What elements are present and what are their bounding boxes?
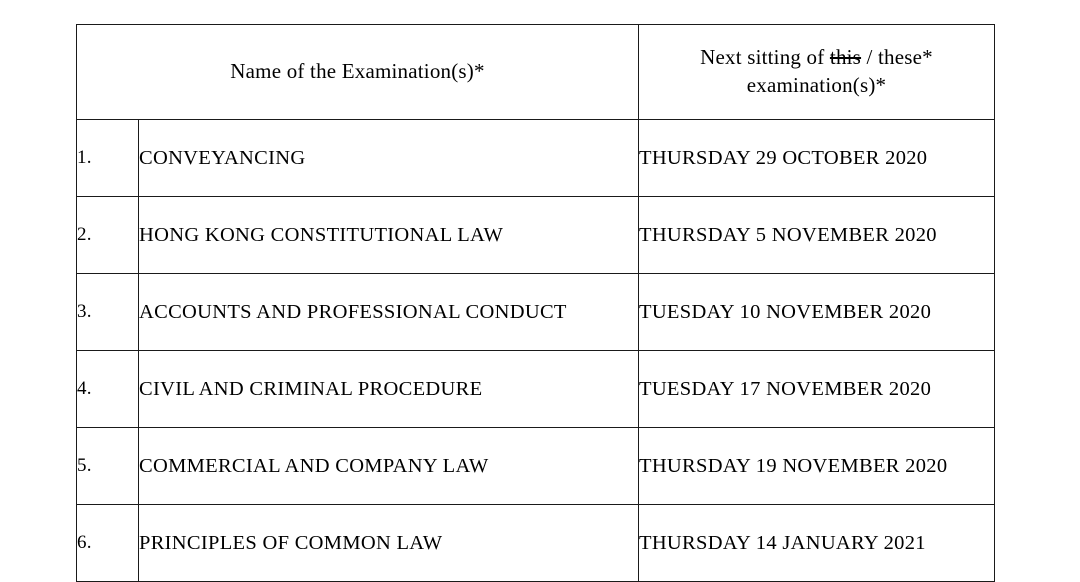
row-exam-date: THURSDAY 14 JANUARY 2021: [639, 505, 995, 582]
table-row: [77, 274, 995, 351]
row-number: 3.: [77, 274, 139, 351]
table-row: [77, 428, 995, 505]
row-number: 5.: [77, 428, 139, 505]
header-next-sitting-suffix: / these* examination(s)*: [746, 45, 933, 97]
exam-schedule-table: [76, 24, 995, 582]
row-exam-name: COMMERCIAL AND COMPANY LAW: [139, 428, 639, 505]
row-exam-name: CIVIL AND CRIMINAL PROCEDURE: [139, 351, 639, 428]
header-next-sitting: [639, 25, 995, 120]
header-exam-name: Name of the Examination(s)*: [77, 25, 639, 120]
row-number: 2.: [77, 197, 139, 274]
header-next-sitting-struck-word: this: [829, 45, 862, 70]
table-row: [77, 197, 995, 274]
row-exam-date: TUESDAY 10 NOVEMBER 2020: [639, 274, 995, 351]
row-exam-date: TUESDAY 17 NOVEMBER 2020: [639, 351, 995, 428]
table-row: [77, 351, 995, 428]
header-next-sitting-prefix: Next sitting of: [700, 45, 830, 70]
exam-schedule-table-wrapper: [76, 24, 994, 582]
row-number: 1.: [77, 120, 139, 197]
table-header: [77, 25, 995, 120]
row-exam-date: THURSDAY 5 NOVEMBER 2020: [639, 197, 995, 274]
row-number: 4.: [77, 351, 139, 428]
table-row: [77, 120, 995, 197]
row-number: 6.: [77, 505, 139, 582]
row-exam-name: ACCOUNTS AND PROFESSIONAL CONDUCT: [139, 274, 639, 351]
table-header-row: [77, 25, 995, 120]
table-row: [77, 505, 995, 582]
row-exam-date: THURSDAY 29 OCTOBER 2020: [639, 120, 995, 197]
row-exam-date: THURSDAY 19 NOVEMBER 2020: [639, 428, 995, 505]
table-body: [77, 120, 995, 582]
row-exam-name: PRINCIPLES OF COMMON LAW: [139, 505, 639, 582]
row-exam-name: HONG KONG CONSTITUTIONAL LAW: [139, 197, 639, 274]
row-exam-name: CONVEYANCING: [139, 120, 639, 197]
